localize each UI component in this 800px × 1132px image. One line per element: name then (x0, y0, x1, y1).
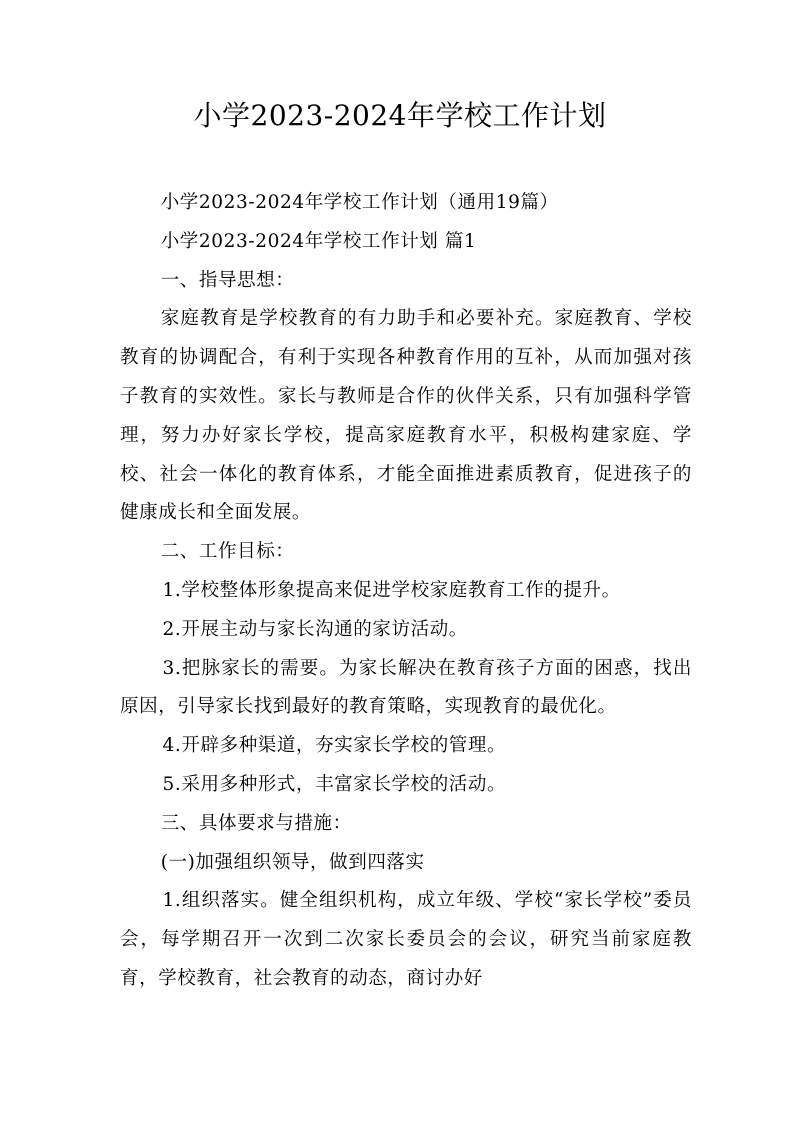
paragraph-guiding-ideology: 家庭教育是学校教育的有力助手和必要补充。家庭教育、学校教育的协调配合，有利于实现各种教育作用的互补，从而加强对孩子教育的实效性。家长与教师是合作的伙伴关系，只有加强科学管理，努力办好家长学校，提高家庭教育水平，积极构建家庭、学校、社会一体化的教育体系，才能全面推进素质教育，促进孩子的健康成长和全面发展。 (120, 308, 692, 524)
document-body (120, 184, 692, 999)
paragraph-article-heading: 小学2023-2024年学校工作计划 篇1 (160, 230, 477, 252)
goal-item-4: 4.开辟多种渠道，夯实家长学校的管理。 (162, 735, 507, 757)
subsection-heading-organization: (一)加强组织领导，做到四落实 (160, 851, 425, 873)
paragraph-organization-item-1: 1.组织落实。健全组织机构，成立年级、学校“家长学校”委员会，每学期召开一次到二次家长委员会的会议，研究当前家庭教育，学校教育，社会教育的动态，商讨办好 (120, 890, 692, 989)
goal-item-3: 3.把脉家长的需要。为家长解决在教育孩子方面的困惑，找出原因，引导家长找到最好的教育策略，实现教育的最优化。 (120, 657, 692, 718)
paragraph-subtitle: 小学2023-2024年学校工作计划（通用19篇） (160, 192, 559, 213)
document-title: 小学2023-2024年学校工作计划 (193, 99, 607, 132)
goal-item-1: 1.学校整体形象提高来促进学校家庭教育工作的提升。 (162, 579, 621, 601)
goal-item-5: 5.采用多种形式，丰富家长学校的活动。 (162, 773, 507, 795)
section-heading-guiding-ideology: 一、指导思想： (160, 269, 295, 291)
goal-item-2: 2.开展主动与家长沟通的家访活动。 (162, 618, 468, 640)
section-heading-work-goals: 二、工作目标： (160, 541, 295, 563)
section-heading-requirements: 三、具体要求与措施： (160, 812, 352, 834)
